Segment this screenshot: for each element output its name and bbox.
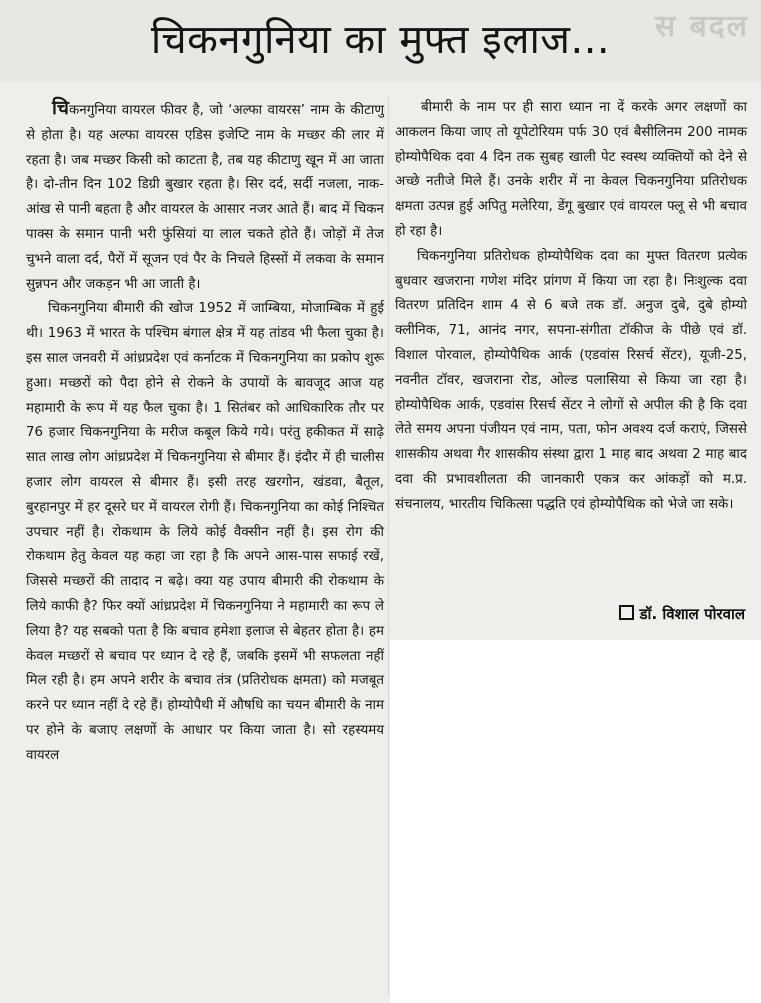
author-name: डॉ. विशाल पोरवाल (639, 605, 745, 623)
ghost-heading: स बदल (654, 9, 749, 44)
left-paragraph-2: चिकनगुनिया बीमारी की खोज 1952 में जाम्बिया, मोजाम्बिक में हुई थी। 1963 में भारत के पश्चिम बंगाल क्षेत्र में यह तांडव भी फैला चुका है। इस साल जनवरी में आंध्रप्रदेश एवं कर्नाटक में चिकनगुनिया का प्रकोप शुरू हुआ। मच्छरों को पैदा होने से रोकने के उपायों के बावजूद आज यह महामारी के रूप में यह फैल चुका है। 1 सितंबर को आधिकारिक तौर पर 76 हजार चिकनगुनिया के मरीज कबूल किये गये। परंतु हकीकत में साढ़े सात लाख लोग आंध्रप्रदेश में चिकनगुनिया से बीमार हैं। इंदौर में ही चालीस हजार लोग वायरल से बीमार हैं। इसी तरह खरगोन, खंडवा, बैतूल, बुरहानपुर में हर दूसरे घर में वायरल रोगी हैं। चिकनगुनिया का कोई निश्चित उपचार नहीं है। रोकथाम के लिये कोई वैक्सीन नहीं है। इस रोग की रोकथाम हेतु केवल यह कहा जा रहा है कि अपने आस-पास सफाई रखें, जिससे मच्छरों की तादाद न बढ़े। क्या यह उपाय बीमारी की रोकथाम के लिये काफी है? फिर क्यों आंध्रप्रदेश में चिकनगुनिया ने महामारी का रूप ले लिया है? यह सबको पता है कि बचाव हमेशा इलाज से बेहतर होता है। हम केवल मच्छरों से बचाव पर ध्यान दे रहे हैं, जबकि इसमें भी सफलता नहीं मिल रही है। हम अपने शरीर के बचाव तंत्र (प्रतिरोधक क्षमता) को मजबूत करने पर ध्यान नहीं दे रहे हैं। होम्योपैथी में औषधि का चयन बीमारी के नाम पर होने के बजाए लक्षणों के आधार पर किया जाता है। सो रहस्यमय वायरल (26, 301, 384, 763)
right-paragraph-2: चिकनगुनिया प्रतिरोधक होम्योपैथिक दवा का मुफ्त वितरण प्रत्येक बुधवार खजराना गणेश मंदिर प्रांगण में किया जा रहा है। निःशुल्क दवा वितरण प्रतिदिन शाम 4 से 6 बजे तक डॉ. अनुज दुबे, दुबे होम्यो क्लीनिक, 71, आनंद नगर, सपना-संगीता टॉकीज के पीछे एवं डॉ. विशाल पोरवाल, होम्योपैथिक आर्क (एडवांस रिसर्च सेंटर), यूजी-25, नवनीत टॉवर, खजराना रोड, ओल्ड पलासिया से किया जा रहा है। होम्योपैथिक आर्क, एडवांस रिसर्च सेंटर ने लोगों से अपील की है कि दवा लेते समय अपना पंजीयन एवं नाम, पता, फोन अवश्य दर्ज कराएं, जिससे शासकीय अथवा गैर शासकीय संस्था द्वारा 1 माह बाद अथवा 2 माह बाद दवा की प्रभावशीलता की जानकारी एकत्र कर आंकड़ों को म.प्र. संचनालय, भारतीय चिकित्सा पद्धति एवं होम्योपैथिक को भेजे जा सके। (395, 248, 747, 512)
column-divider (388, 96, 389, 996)
right-column (395, 96, 747, 518)
left-paragraph-1 (26, 96, 384, 297)
left-column (26, 96, 384, 769)
article-headline: चिकनगुनिया का मुफ्त इलाज... (150, 17, 611, 63)
dropcap: चि (52, 97, 69, 119)
checkbox-square-icon (619, 605, 634, 620)
author-byline (395, 604, 745, 624)
left-paragraph-1-text: कनगुनिया वायरल फीवर है, जो ‘अल्फा वायरस’ नाम के कीटाणु से होता है। यह अल्फा वायरस एडिस इजेप्टि नाम के मच्छर की लार में रहता है। जब मच्छर किसी को काटता है, तब यह कीटाणु खून में आ जाता है। दो-तीन दिन 102 डिग्री बुखार रहता है। सिर दर्द, सर्दी नजला, नाक-आंख से पानी बहता है और वायरल के आसार नजर आते हैं। बाद में चिकन पाक्स के समान पानी भरी फुंसियां या लाल चकते होते हैं। जोड़ों में तेज चुभने वाला दर्द, पैरों में सूजन एवं पैर के निचले हिस्सों में लकवा के समान सुन्नपन और जकड़न भी आ जाती है। (26, 103, 384, 292)
right-paragraph-1: बीमारी के नाम पर ही सारा ध्यान ना दें करके अगर लक्षणों का आकलन किया जाए तो यूपेटोरियम पर्फ 30 एवं बैसीलिनम 200 नामक होम्योपैथिक दवा 4 दिन तक सुबह खाली पेट स्वस्थ व्यक्तियों को देने से अच्छे नतीजे मिले हैं। उनके शरीर में ना केवल चिकनगुनिया प्रतिरोधक क्षमता उत्पन्न हुई अपितु मलेरिया, डेंगू बुखार एवं वायरल फ्लू से भी बचाव हो रहा है। (395, 100, 747, 239)
